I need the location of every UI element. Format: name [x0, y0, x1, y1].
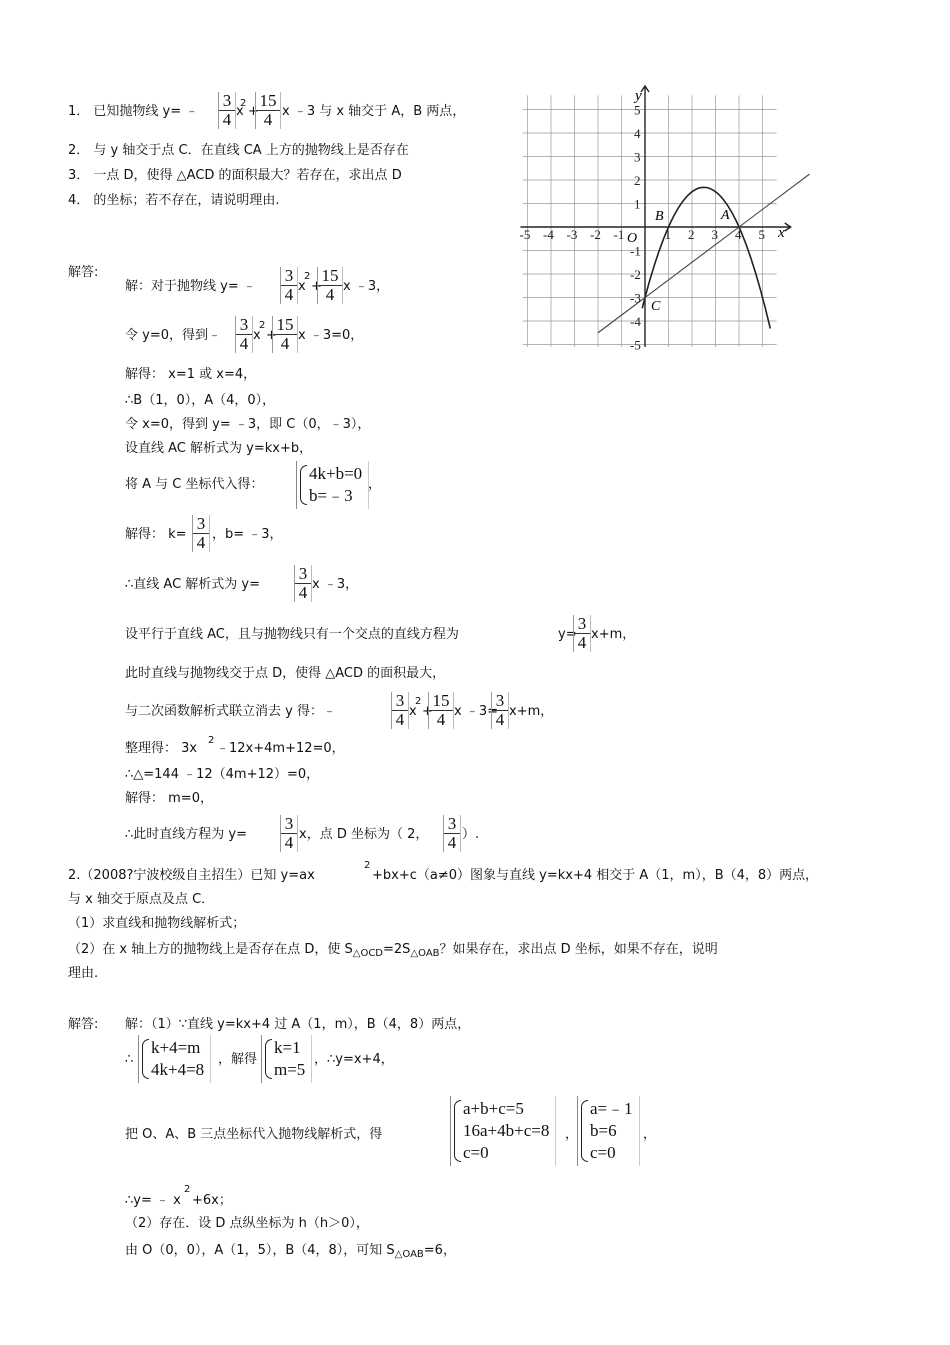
- p1-step1: 解：对于抛物线 y= ﹣: [125, 279, 256, 294]
- comma: ，: [565, 1127, 579, 1142]
- p1-step16-mid: x，点 D 坐标为（ 2，: [299, 827, 429, 842]
- p1-step16: ∴此时直线方程为 y=: [125, 827, 247, 842]
- p1-question-line2: 2． 与 y 轴交于点 C．在直线 CA 上方的抛物线上是否存在: [68, 143, 409, 158]
- x-tick-label: -4: [543, 227, 554, 242]
- p1-step12: 与二次函数解析式联立消去 y 得：﹣: [125, 704, 336, 719]
- p1-step1-x: x: [298, 279, 306, 294]
- p1-step12-mid: x ﹣3=: [454, 704, 498, 719]
- p2-answer4: ∴y= ﹣ x: [125, 1193, 181, 1208]
- p1-step3: 解得： x=1 或 x=4，: [125, 367, 257, 382]
- y-tick-label: -5: [630, 337, 641, 353]
- p1-question-line4: 4． 的坐标；若不存在，请说明理由.: [68, 193, 280, 208]
- p2-answer1: 解：（1）∵直线 y=kx+4 过 A（1，m），B（4，8）两点，: [125, 1017, 471, 1032]
- system-km: k=1 m=5: [261, 1035, 312, 1083]
- system-ac: 4k+b=0 b=﹣3: [296, 461, 369, 509]
- p1-step16-end: ）.: [462, 827, 480, 842]
- exponent: 2: [415, 696, 422, 707]
- exponent: 2: [208, 735, 215, 746]
- y-tick-label: 1: [634, 196, 641, 212]
- p1-step4: ∴B（1，0），A（4，0），: [125, 393, 276, 408]
- p1-step12-x: x: [409, 704, 417, 719]
- p1-step9-end: x ﹣3，: [312, 577, 359, 592]
- fraction-3-4: $\frac{3}{4}$: [573, 615, 591, 652]
- p1-x: x: [236, 104, 244, 119]
- x-tick-label: -3: [566, 227, 578, 242]
- point-b-label: B: [655, 209, 664, 224]
- y-tick-label: 5: [634, 102, 641, 118]
- p2-question-line1-end: +bx+c（a≠0）图象与直线 y=kx+4 相交于 A（1，m），B（4，8）两点，: [372, 868, 819, 883]
- p1-step13: 整理得： 3x: [125, 741, 198, 756]
- x-tick-label: -5: [519, 227, 531, 242]
- p2-question-line4: （2）在 x 轴上方的抛物线上是否存在点 D，使 $S_{\triangle OCD}=2S_{\triangle OAB}$？如果存在，求出点 D 坐标，如果不存在，说明: [68, 942, 718, 959]
- p2-question-line2: 与 x 轴交于原点及点 C．: [68, 892, 215, 907]
- x-tick-label: -1: [613, 227, 625, 242]
- fraction-15-4: $\frac{15}{4}$: [255, 92, 281, 129]
- p1-exponent: 2: [240, 98, 247, 109]
- p2-answer3: 把 O、A、B 三点坐标代入抛物线解析式，得: [125, 1127, 383, 1142]
- x-tick-label: 3: [711, 227, 718, 242]
- fraction-15-4: $\frac{15}{4}$: [428, 692, 454, 729]
- comma: ，: [643, 1127, 657, 1142]
- p1-step15: 解得： m=0，: [125, 791, 213, 806]
- y-tick-label: -4: [630, 314, 641, 329]
- p1-step10-y: y=: [558, 627, 577, 642]
- p1-step12-end: x+m，: [509, 704, 554, 719]
- p1-step2-x: x: [253, 328, 261, 343]
- exponent: 2: [304, 271, 311, 282]
- x-tick-label: 4: [735, 227, 742, 242]
- p2-question-line1: 2.（2008?宁波校级自主招生）已知 y=ax: [68, 868, 315, 883]
- p1-step6: 设直线 AC 解析式为 y=kx+b，: [125, 441, 313, 456]
- p1-step8: 解得： k=: [125, 527, 187, 542]
- p1-question-line1-end: x ﹣3 与 x 轴交于 A，B 两点，: [282, 104, 466, 119]
- p1-step2-plus: +: [266, 328, 277, 343]
- point-a-label: A: [721, 208, 730, 223]
- comma: ，: [368, 477, 382, 492]
- y-axis-label: y: [635, 88, 642, 104]
- exponent: 2: [259, 320, 266, 331]
- x-tick-label: 1: [664, 227, 671, 242]
- fraction-15-4: $\frac{15}{4}$: [317, 267, 343, 304]
- x-tick-label: 5: [758, 227, 765, 242]
- y-tick-label: 4: [634, 126, 641, 141]
- y-tick-label: -1: [630, 243, 641, 259]
- x-tick-label: -2: [590, 227, 601, 242]
- p1-step1-plus: +: [311, 279, 322, 294]
- p1-step8-end: ，b= ﹣3，: [212, 527, 283, 542]
- p1-step5: 令 x=0，得到 y= ﹣3，即 C（0，﹣3），: [125, 417, 371, 432]
- p2-answer4-end: +6x；: [192, 1193, 232, 1208]
- fraction-3-4: $\frac{3}{4}$: [491, 692, 509, 729]
- x-tick-label: 2: [688, 227, 695, 242]
- fraction-3-2: $\frac{3}{4}$: [443, 815, 461, 852]
- p1-step1-end: x ﹣3，: [343, 279, 390, 294]
- p1-step12-plus: +: [422, 704, 433, 719]
- p1-step13-end: ﹣12x+4m+12=0，: [216, 741, 345, 756]
- fraction-3-4: $\frac{3}{4}$: [280, 815, 298, 852]
- fraction-3-4: $\frac{3}{4}$: [192, 515, 210, 552]
- p1-step10: 设平行于直线 AC，且与抛物线只有一个交点的直线方程为: [125, 627, 459, 642]
- p1-step14: ∴△=144 ﹣12（4m+12）=0，: [125, 767, 320, 782]
- p1-step11: 此时直线与抛物线交于点 D，使得 △ACD 的面积最大，: [125, 666, 446, 681]
- p2-answer2: ∴: [125, 1052, 134, 1067]
- p2-answer2-mid: ，解得: [218, 1052, 258, 1067]
- p1-step7: 将 A 与 C 坐标代入得：: [125, 477, 264, 492]
- origin-label: O: [627, 231, 638, 246]
- p1-step9: ∴直线 AC 解析式为 y=: [125, 577, 260, 592]
- p2-question-line3: （1）求直线和抛物线解析式；: [68, 916, 246, 931]
- p1-answer-label: 解答:: [68, 265, 99, 280]
- parabola-graph: [519, 86, 816, 353]
- fraction-3-4: $\frac{3}{4}$: [218, 92, 236, 129]
- p2-answer5: （2）存在．设 D 点纵坐标为 h（h＞0），: [125, 1216, 369, 1231]
- fraction-3-4: $\frac{3}{4}$: [391, 692, 409, 729]
- system-abc: a+b+c=5 16a+4b+c=8 c=0: [450, 1096, 556, 1166]
- fraction-3-4: $\frac{3}{4}$: [280, 267, 298, 304]
- p1-question-line1: 1． 已知抛物线 y= ﹣: [68, 104, 199, 119]
- fraction-3-4: $\frac{3}{4}$: [235, 316, 253, 353]
- x-axis-label: x: [778, 225, 785, 241]
- exponent: 2: [184, 1184, 191, 1195]
- system-kb: k+4=m 4k+4=8: [138, 1035, 211, 1083]
- point-c-label: C: [651, 299, 661, 314]
- p2-question-line5: 理由.: [68, 966, 99, 981]
- y-tick-label: -3: [630, 290, 641, 306]
- p1-question-line3: 3． 一点 D，使得 △ACD 的面积最大？若存在，求出点 D: [68, 168, 402, 183]
- p1-step10-end: x+m，: [591, 627, 636, 642]
- p2-answer6: 由 O（0，0），A（1，5），B（4，8），可知 $S_{\triangle OAB}=6$，: [125, 1243, 456, 1260]
- fraction-15-4: $\frac{15}{4}$: [272, 316, 298, 353]
- fraction-3-4: $\frac{3}{4}$: [294, 565, 312, 602]
- x-axis: [520, 223, 790, 231]
- p1-step2: 令 y=0，得到﹣: [125, 328, 221, 343]
- p1-plus: +: [248, 104, 259, 119]
- system-abc-solution: a=﹣1 b=6 c=0: [577, 1096, 640, 1166]
- y-tick-label: 3: [634, 149, 641, 165]
- y-tick-label: -2: [630, 267, 641, 282]
- y-tick-label: 2: [634, 173, 641, 188]
- p1-step2-end: x ﹣3=0，: [298, 328, 364, 343]
- exponent: 2: [364, 860, 371, 871]
- p2-answer2-end: ，∴y=x+4，: [314, 1052, 394, 1067]
- p2-answer-label: 解答:: [68, 1017, 99, 1032]
